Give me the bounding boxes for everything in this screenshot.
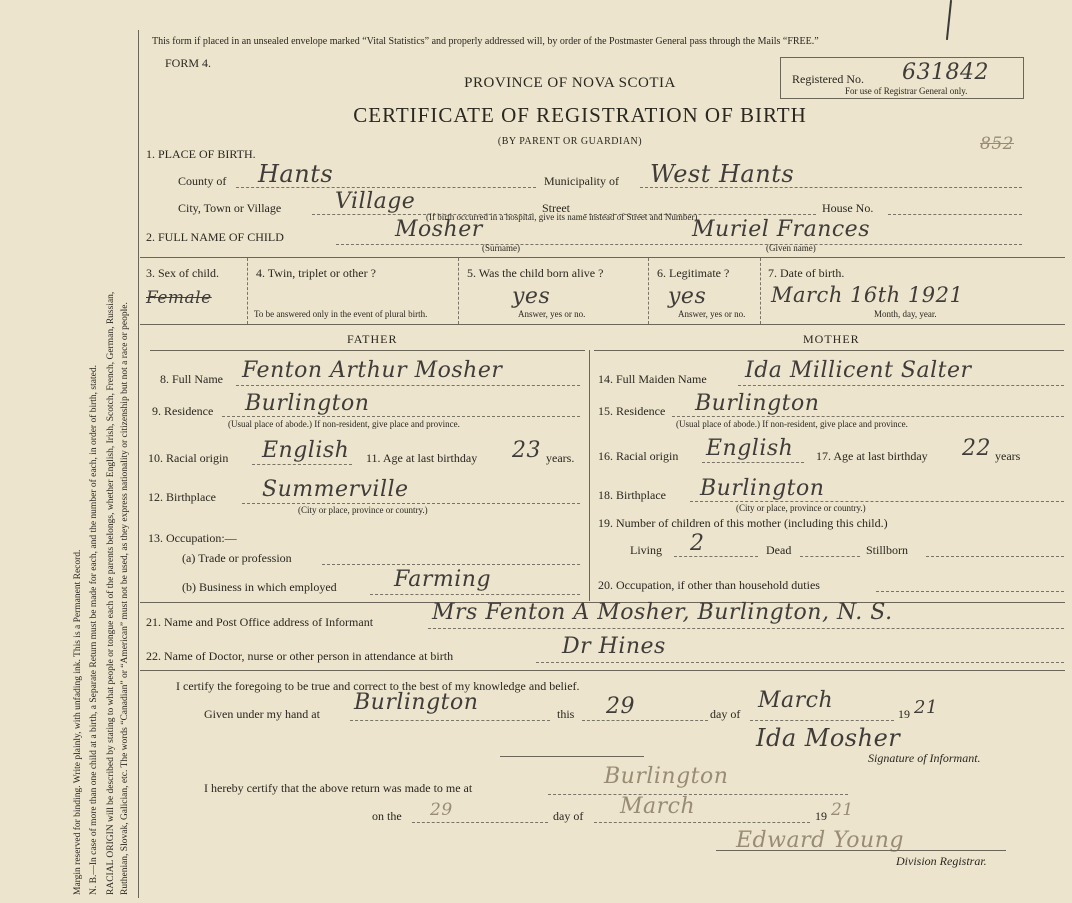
- child-given-name: Muriel Frances: [692, 217, 870, 242]
- father-age-label: 11. Age at last birthday: [366, 451, 478, 465]
- given-name-label: (Given name): [766, 243, 816, 253]
- county-label: County of: [178, 174, 227, 188]
- dob-label: 7. Date of birth.: [768, 266, 845, 280]
- mother-birthplace-note: (City or place, province or country.): [736, 503, 866, 513]
- certify-month: March: [758, 688, 834, 713]
- dob-value: March 16th 1921: [771, 283, 964, 307]
- father-business: Farming: [394, 567, 492, 592]
- given-under-label: Given under my hand at: [204, 707, 320, 721]
- father-racial-label: 10. Racial origin: [148, 451, 229, 465]
- certify-year-prefix: 19: [898, 707, 910, 721]
- legitimate-label: 6. Legitimate ?: [657, 266, 730, 280]
- street-label: Street: [542, 201, 570, 215]
- registrar-signature: Edward Young: [736, 828, 904, 853]
- registrar-month: March: [620, 794, 696, 819]
- registered-number: 631842: [902, 60, 989, 85]
- mother-name-label: 14. Full Maiden Name: [598, 372, 707, 386]
- living-label: Living: [630, 543, 662, 557]
- legitimate-note: Answer, yes or no.: [678, 309, 746, 319]
- informant-value: Mrs Fenton A Mosher, Burlington, N. S.: [432, 600, 893, 625]
- father-name-label: 8. Full Name: [160, 372, 223, 386]
- place-of-birth-label: 1. PLACE OF BIRTH.: [146, 147, 256, 161]
- mother-age-label: 17. Age at last birthday: [816, 449, 928, 463]
- father-residence-label: 9. Residence: [152, 404, 214, 418]
- mother-birthplace-label: 18. Birthplace: [598, 488, 666, 502]
- certify-day: 29: [606, 694, 635, 719]
- certify-year: 21: [914, 697, 938, 718]
- registrar-label: Division Registrar.: [896, 854, 987, 868]
- father-residence-note: (Usual place of abode.) If non-resident, give place and province.: [228, 419, 460, 429]
- dead-label: Dead: [766, 543, 792, 557]
- registrar-on-label: on the: [372, 809, 402, 823]
- alive-note: Answer, yes or no.: [518, 309, 586, 319]
- mother-children-label: 19. Number of children of this mother (including this child.): [598, 516, 888, 530]
- twin-note: To be answered only in the event of plural birth.: [254, 309, 428, 319]
- city-value: Village: [335, 189, 416, 214]
- certify-dayof-label: day of: [710, 707, 741, 721]
- form-number: FORM 4.: [165, 56, 212, 70]
- father-occupation-label: 13. Occupation:—: [148, 531, 237, 545]
- mother-residence: Burlington: [695, 391, 820, 416]
- house-no-label: House No.: [822, 201, 874, 215]
- father-heading: FATHER: [347, 332, 398, 346]
- legitimate-value: yes: [668, 284, 707, 309]
- mother-residence-label: 15. Residence: [598, 404, 666, 418]
- mother-occupation-label: 20. Occupation, if other than household duties: [598, 578, 820, 592]
- registrar-text: I hereby certify that the above return was made to me at: [204, 781, 473, 795]
- margin-line: [138, 30, 139, 898]
- business-label: (b) Business in which employed: [182, 580, 337, 594]
- registered-label: Registered No.: [792, 72, 864, 86]
- mother-years: years: [995, 449, 1021, 463]
- doctor-value: Dr Hines: [562, 634, 666, 659]
- registrar-day: 29: [430, 800, 453, 820]
- father-age: 23: [512, 438, 541, 463]
- registrar-year: 21: [831, 800, 854, 820]
- alive-label: 5. Was the child born alive ?: [467, 266, 604, 280]
- informant-label: 21. Name and Post Office address of Informant: [146, 615, 374, 629]
- father-years: years.: [546, 451, 575, 465]
- certificate-title: CERTIFICATE OF REGISTRATION OF BIRTH: [353, 103, 807, 127]
- mother-age: 22: [962, 436, 991, 461]
- sex-value: Female: [146, 288, 212, 308]
- pen-stroke: [946, 0, 952, 40]
- stillborn-label: Stillborn: [866, 543, 909, 557]
- alive-value: yes: [512, 284, 551, 309]
- registered-note: For use of Registrar General only.: [845, 86, 968, 96]
- mother-residence-note: (Usual place of abode.) If non-resident, give place and province.: [676, 419, 908, 429]
- father-birthplace-note: (City or place, province or country.): [298, 505, 428, 515]
- surname-label: (Surname): [482, 243, 520, 253]
- father-birthplace-label: 12. Birthplace: [148, 490, 216, 504]
- margin-text-4: Ruthenian, Slovak, Galician, etc. The words “Canadian” or “American” must not be used, as they express nationality or citizenship but not a race or people.: [120, 302, 130, 895]
- mother-heading: MOTHER: [803, 332, 860, 346]
- margin-text-1: Margin reserved for binding. Write plainly, with unfading ink. This is a Permanent Record.: [73, 549, 83, 895]
- certificate-subtitle: (BY PARENT OR GUARDIAN): [497, 136, 643, 147]
- mother-racial-origin: English: [706, 436, 794, 461]
- twin-label: 4. Twin, triplet or other ?: [256, 266, 376, 280]
- mother-racial-label: 16. Racial origin: [598, 449, 679, 463]
- registrar-dayof-label: day of: [553, 809, 584, 823]
- mother-name: Ida Millicent Salter: [745, 358, 972, 383]
- registrar-year-prefix: 19: [815, 809, 827, 823]
- corner-mark: 852: [980, 134, 1014, 154]
- city-label: City, Town or Village: [178, 201, 282, 215]
- trade-label: (a) Trade or profession: [182, 551, 292, 565]
- municipality-value: West Hants: [650, 160, 795, 188]
- informant-signature: Ida Mosher: [756, 724, 901, 752]
- certify-text: I certify the foregoing to be true and correct to the best of my knowledge and belief.: [176, 679, 580, 693]
- living-count: 2: [690, 531, 705, 556]
- father-racial-origin: English: [262, 438, 350, 463]
- hospital-note: (If birth occurred in a hospital, give its name instead of Street and Number): [426, 212, 698, 222]
- child-surname: Mosher: [395, 217, 483, 242]
- margin-text-3: RACIAL ORIGIN will be described by stating to what people or tongue each of the parents belongs, whether English, Irish, Scotch, French, German, Russian,: [106, 291, 116, 895]
- doctor-label: 22. Name of Doctor, nurse or other person in attendance at birth: [146, 649, 454, 663]
- father-residence: Burlington: [245, 391, 370, 416]
- province-title: PROVINCE OF NOVA SCOTIA: [464, 75, 676, 91]
- father-birthplace: Summerville: [262, 477, 409, 502]
- mail-notice: This form if placed in an unsealed envelope marked “Vital Statistics” and properly addressed will, by order of the Postmaster General pass through the Mails “FREE.”: [152, 36, 819, 47]
- this-label: this: [557, 707, 575, 721]
- mother-birthplace: Burlington: [700, 476, 825, 501]
- certify-place: Burlington: [354, 690, 479, 715]
- margin-text-2: N. B.—In case of more than one child at a birth, a Separate Return must be made for each, and the number of each, in order of birth, stated.: [89, 365, 99, 895]
- father-name: Fenton Arthur Mosher: [242, 358, 503, 383]
- informant-signature-label: Signature of Informant.: [868, 751, 981, 765]
- municipality-label: Municipality of: [544, 174, 619, 188]
- county-value: Hants: [258, 160, 334, 188]
- registrar-place: Burlington: [604, 764, 729, 789]
- dob-note: Month, day, year.: [874, 309, 937, 319]
- child-name-label: 2. FULL NAME OF CHILD: [146, 230, 284, 244]
- sex-label: 3. Sex of child.: [146, 266, 219, 280]
